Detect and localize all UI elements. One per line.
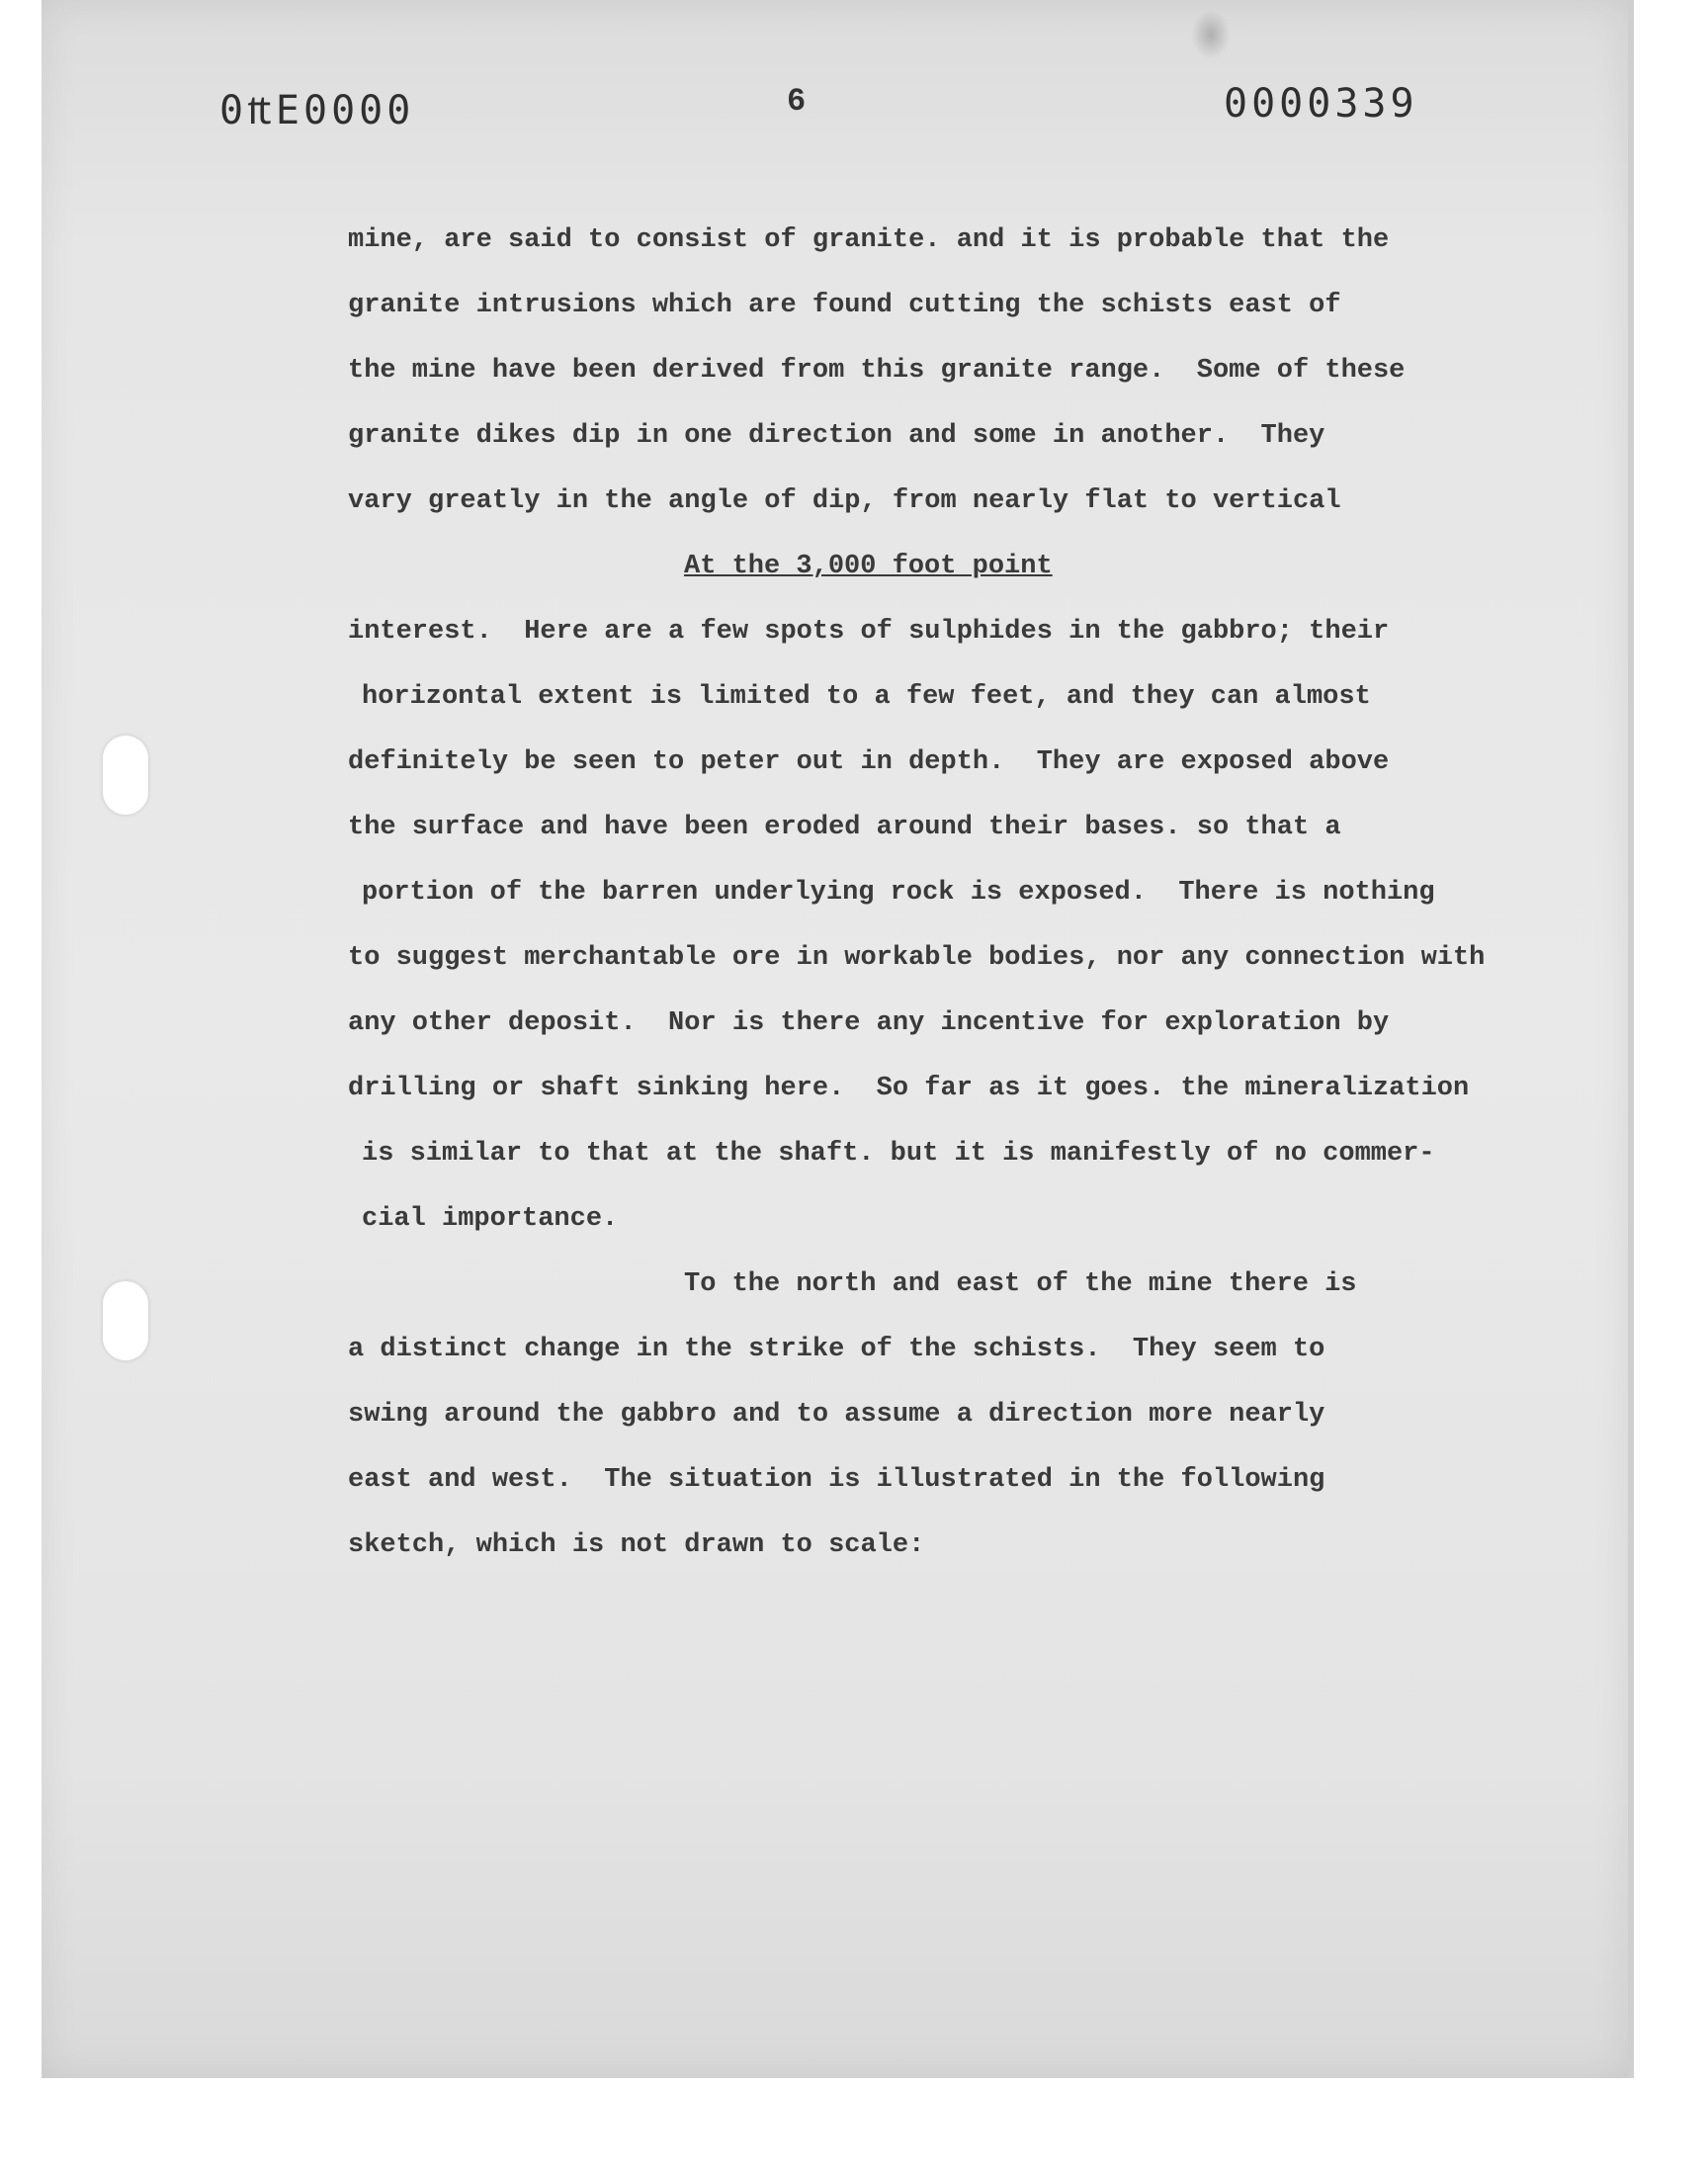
- text-line: portion of the barren underlying rock is exposed. There is nothing: [362, 878, 1435, 908]
- document-stamp-right: 0000339: [1224, 81, 1418, 127]
- text-line: a distinct change in the strike of the schists. They seem to: [348, 1335, 1325, 1364]
- text-line: the mine have been derived from this granite range. Some of these: [348, 356, 1406, 386]
- text-line: horizontal extent is limited to a few feet, and they can almost: [362, 682, 1371, 712]
- punch-hole-icon: [103, 1281, 148, 1360]
- text-line: east and west. The situation is illustrated in the following: [348, 1465, 1325, 1495]
- paragraph-start: To the north and east of the mine there is: [684, 1269, 1357, 1299]
- document-stamp-left: 0₶E0000: [219, 88, 415, 133]
- subheading-text: At the 3,000 foot point: [684, 552, 1053, 581]
- text-line: any other deposit. Nor is there any incentive for exploration by: [348, 1008, 1390, 1038]
- text-line: granite intrusions which are found cutting the schists east of: [348, 291, 1341, 320]
- text-line: drilling or shaft sinking here. So far as it goes. the mineralization: [348, 1074, 1470, 1103]
- section-subheading: [348, 534, 1574, 599]
- text-line: the surface and have been eroded around their bases. so that a: [348, 813, 1341, 842]
- sheet-edge: [1628, 0, 1634, 2078]
- text-line: granite dikes dip in one direction and some in another. They: [348, 421, 1325, 451]
- page-number: 6: [787, 83, 807, 120]
- text-line: cial importance.: [362, 1204, 619, 1234]
- text-line: definitely be seen to peter out in depth. They are exposed above: [348, 747, 1390, 777]
- text-line: vary greatly in the angle of dip, from nearly flat to vertical: [348, 486, 1341, 516]
- typewritten-body: [348, 208, 1574, 1578]
- ink-smudge: [1191, 10, 1231, 59]
- text-line: is similar to that at the shaft. but it is manifestly of no commer-: [362, 1139, 1435, 1169]
- text-line: interest. Here are a few spots of sulphides in the gabbro; their: [348, 617, 1390, 647]
- text-line: sketch, which is not drawn to scale:: [348, 1530, 925, 1560]
- text-line: mine, are said to consist of granite. and it is probable that the: [348, 225, 1390, 255]
- punch-hole-icon: [103, 736, 148, 815]
- text-line: swing around the gabbro and to assume a direction more nearly: [348, 1400, 1325, 1430]
- text-line: to suggest merchantable ore in workable bodies, nor any connection with: [348, 943, 1486, 973]
